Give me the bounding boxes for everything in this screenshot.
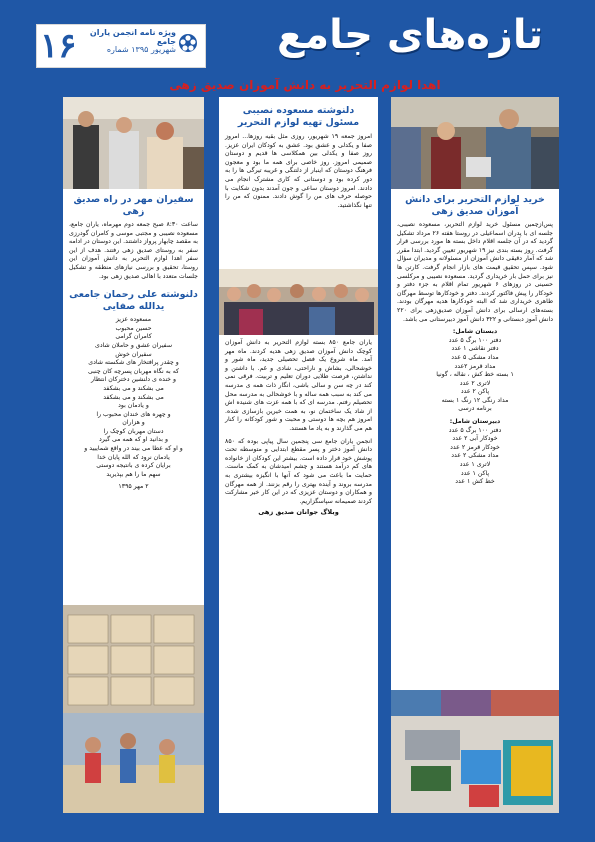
elementary-item: دفتر نقاشی ۱ عدد — [451, 345, 499, 353]
elementary-item: پاکن ۲ عدد — [460, 388, 490, 396]
elementary-item: مداد قرمز ۲عدد — [454, 362, 496, 370]
poem-line: سهم ما را هم بپذیرید — [106, 470, 161, 478]
secondary-item: خودکار قرمز ۲ عدد — [450, 443, 500, 451]
left-date: ۲ مهر ۱۳۹۵ — [118, 483, 149, 491]
elementary-list — [391, 337, 559, 414]
poem-line: و چهره های خندان محبوب را — [96, 410, 171, 418]
poem-line: دستان مهربان کوچک را — [103, 427, 164, 435]
poem-line: سفیران خوش — [115, 350, 152, 358]
airport-photo — [63, 97, 204, 189]
elementary-item: دفتر ۱۰۰ برگ ۵ عدد — [448, 336, 502, 344]
subtitle: اهدا لوازم التحریر به دانش آموزان صدیق زهی — [169, 78, 441, 92]
poem-line: می بشکند و می بشکفد — [103, 393, 164, 401]
poem-line: و خنده ی دلنشین دخترکان انتظار — [91, 376, 176, 384]
secondary-item: خودکار آبی ۲ عدد — [452, 435, 498, 443]
poem-line: مسعوده عزیز — [115, 316, 152, 324]
elementary-item: برنامه درسی — [458, 405, 492, 413]
poem-line: و یادمان بود — [118, 402, 149, 410]
poem-line: یادمان نرود که الله پایان خدا — [97, 453, 170, 461]
middle-signature: وبلاگ جوانان صدیق زهی — [258, 508, 339, 517]
secondary-list — [391, 427, 559, 487]
poem-line: که به نگاه مهربان پسرچه کان چنبی — [88, 367, 179, 375]
secondary-item: دفتر ۱۰۰ برگ ۵ عدد — [448, 426, 502, 434]
left-heading-3: یدالله صفایی — [102, 301, 165, 313]
newsletter-name: ویژه نامه انجمن یاران جامع — [89, 28, 176, 46]
elementary-heading: دبستان شامل: — [452, 328, 498, 336]
elementary-item: ۱ بسته خط کش ، نقاله ، گونیا — [436, 371, 514, 379]
right-column-heading: خرید لوازم التحریر برای دانش آموزان صدیق زهی — [405, 194, 545, 217]
middle-heading-2: مسئول تهیه لوازم التحریر — [237, 117, 360, 128]
poem-line: کامران گرامی — [115, 333, 152, 341]
boxes-photo — [63, 605, 204, 813]
poem-line: سفیران عشق و حاملان شادی — [94, 341, 172, 349]
main-title: تازه‌های جامع — [277, 12, 543, 58]
left-column — [63, 97, 204, 813]
right-column — [391, 97, 559, 813]
supplies-photo — [391, 690, 559, 813]
association-logo-icon — [178, 33, 198, 53]
right-column-body: پس‌ازچمین مسئول خرید لوازم التحریر، مسعوده نصیبی، جلسه ای با پدران اسماعیلی در روستا هفته ۲۶ مرداد تشکیل گردید که در آن جلسه اقلام داخل بسته ها مورد بررسی قرار گرفت. روز بسته بندی نیز ۱۹ شهریور تعیین گردید. ابتدا مقرر شد که آمار دقیقی دانش آموزان از مسئولانه و مدیران سؤال شود. سپس تحقیق قیمت های بازار انجام گرفت. کارتن ها نیز برای حمل بار خریداری گردید. مسعوده نصیبی و مرکلسی حسینی در روزهای ۶ شهریور تمام اقلام به جزء دفتر و خودکار را پیش فاکتور کردند. دفتر و خودکارها توسط مهرگان طاهری خریداری شد که البته خودکارها هدیه مهرگان بودند. بسته‌های ارسالی برای دانش آموزان صدیق‌زهی برای ۲۲۰ دانش آموز دبستانی و ۳۲۲ دانش آموز دبیرستانی می باشد. — [397, 221, 554, 323]
poem — [63, 316, 204, 479]
poem-line: حسین محبوب — [115, 324, 152, 332]
issue-date: شهریور ۱۳۹۵ شماره — [106, 45, 176, 54]
elementary-item: مداد رنگی ۱۲ رنگ ۱ بسته — [441, 396, 509, 404]
left-body-1: ساعت ۸:۳۰ صبح جمعه دوم مهرماه، یاران جامع، مسعوده نصیبی و مجتبی موسی و کامران گودرزی به مقصد چابهار پرواز داشتند. این دوستان در ادامه سفر به روستای صدیق زهی رفتند. هدف از این سفر اهدا لوازم التحریر به دانش آموزان این روستا، تحقیق و بررسی نیازهای منطقه و تشکیل جلسات متعدد با اهالی صدیق زهی بود. — [69, 221, 198, 280]
middle-heading-1: دلنوشته مسعوده نصیبی — [242, 105, 355, 116]
poem-line: و او که عطا می بیند در واقع شماییید و — [84, 445, 183, 453]
left-heading-1: سفیران مهر در راه صدیق زهی — [73, 194, 194, 217]
group-photo — [219, 269, 378, 335]
poem-line: برایان کرده ی بانتیجه دوستی — [96, 462, 171, 470]
middle-body-3: انجمن یاران جامع سی پنجمین سال پیاپی بوده که ۸۵۰ دانش آموز دختر و پسر مقطع ابتدایی و متوسطه تحت پوشش خود قرار داده است. بیشتر این کودکان از خانواده های کم درآمد هستند و چشم امیدشان به کمک ماست. حمایت ما باعث می شود که آنها با انگیزه بیشتری به مدرسه بروند و آینده بهتری را رقم بزنند. از همه مهرگان و همکاران و دوستان عزیزی که در این کار خیر مشارکت کردند صمیمانه سپاسگزاریم. — [225, 437, 372, 505]
secondary-item: پاکن ۱ عدد — [460, 469, 490, 477]
poem-line: و بدانید او که همه می گیرد — [99, 436, 168, 444]
middle-body-2: یاران جامع ۸۵۰ بسته لوازم التحریر به دانش آموزان کوچک دانش آموزان صدیق زهی هدیه کردند. ماه مهر آمد. ماه شروع یک فصل تحصیلی جدید، ماه شور و خوشحالی، بشاش و ناراحتی، شادی و غم. با داشتن و نداشتن، فرصت طلایی دوران تعلیم و تربیت. فرقی نمی کند در چه سن و سالی باشی، انگار ذات همه ی مدرسه می کند به سبب همه ساله و با خوشحالی به مدرسه محل تحصیلم رفتم. مدرسه ای که با همه عزت های شنیده اش از شاد یک ساختمان نو، به همت خیرین بازسازی شده. امروز هم بچه ها دوستی و محبت و شور کودکانه را کنار هم می گذارند و به یاد ما هستند. — [225, 339, 372, 432]
elementary-item: لاتری ۲ عدد — [459, 379, 491, 387]
poem-line: و چقدر پرافتخار های شکسته شادی — [88, 359, 179, 367]
secondary-item: مداد مشکی ۲ عدد — [451, 452, 499, 460]
issue-number: ۱۶ — [40, 26, 77, 66]
middle-column — [219, 97, 378, 813]
poem-line: می بشکند و می بشکفد — [103, 384, 164, 392]
left-heading-2: دلنوشته علی رحمان جامعی — [69, 289, 198, 301]
secondary-heading: دبیرستان شامل: — [449, 418, 501, 426]
shopping-photo — [391, 97, 559, 189]
secondary-item: خط کش ۱ عدد — [455, 478, 495, 486]
middle-body-1: امروز جمعه ۱۹ شهریور، روزی مثل بقیه روزها... امروز صفا و یکدلی و عشق بود. عشق به کودکان ایران عزیز. روز صفا و یکدلی بین همکلاسی ها قدیم و دوستان صمیمی امروز. روز خاصی برای همه ما بود و معجون فرهنگ دوستان که اینبار از دلتنگی و غریبه تیرگی ها را به دور کرده بود و دوستانی که کاری مشترک انجام می دادند. امروز دوستان ساعی و جون آمدند بدون شکایت با حوصله حرف های من را گوش دادند. ممنون که من را تنها نگذاشتید. — [225, 133, 372, 209]
secondary-item: لاتری ۱ عدد — [459, 461, 491, 469]
elementary-item: مداد مشکی ۵ عدد — [451, 353, 499, 361]
poem-line: و هزاران — [122, 419, 145, 427]
